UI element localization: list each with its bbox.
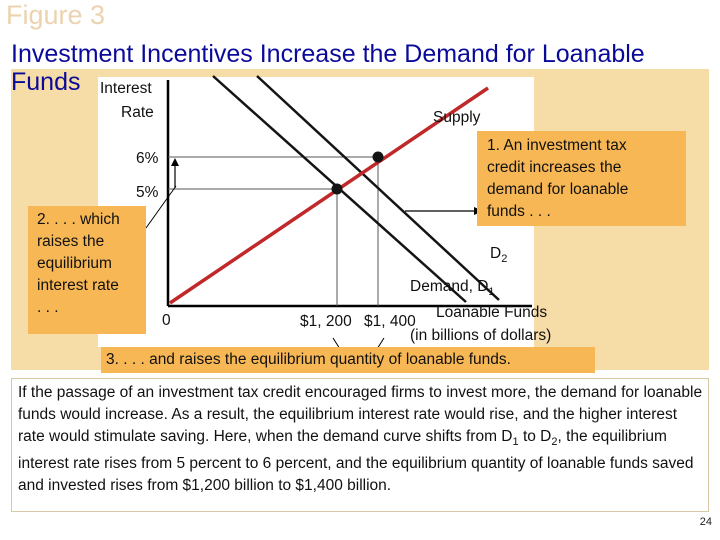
- callout2-line: interest rate: [37, 277, 119, 294]
- x-tick-1400: $1, 400: [364, 313, 416, 330]
- supply-curve-label: Supply: [433, 109, 481, 126]
- x-axis-label-line-2: (in billions of dollars): [410, 327, 552, 344]
- callout1-line: funds . . .: [487, 203, 551, 220]
- caption-text-3: , the equilibrium interest rate rises from 5 percent to 6 percent, and the equilibrium quantity of loanable funds saved and invested rises from $1,200 billion to $1,400 billion.: [18, 428, 694, 495]
- figure-label: Figure 3: [6, 0, 106, 30]
- y-tick-6pct: 6%: [136, 150, 159, 167]
- x-axis-label-line-1: Loanable Funds: [436, 304, 548, 321]
- caption-paragraph: [11, 378, 709, 512]
- d2-label-subscript: 2: [501, 253, 508, 266]
- origin-label: 0: [162, 312, 171, 329]
- callout1-line: demand for loanable: [487, 181, 629, 198]
- callout-raises-quantity: 3. . . . and raises the equilibrium quantity of loanable funds.: [101, 347, 595, 373]
- rate-arrow-head: [171, 158, 179, 166]
- callout1-line: credit increases the: [487, 159, 622, 176]
- callout-investment-tax-credit: [477, 131, 686, 226]
- caption-text-1: If the passage of an investment tax credit encouraged firms to invest more, the demand for loanable funds would increase. As a result, the equilibrium interest rate would rise, and the higher interest rate would stimulate saving. Here, when the demand curve shifts from D: [18, 384, 703, 445]
- heading-line-2: Funds: [11, 68, 81, 96]
- y-axis-label-line-2: Rate: [121, 104, 154, 121]
- callout-raises-interest-rate: [28, 206, 146, 334]
- d1-curve-label: [410, 278, 495, 298]
- y-tick-5pct: 5%: [136, 184, 159, 201]
- equilibrium-point-new: [373, 152, 384, 163]
- caption-text-2: to D: [518, 428, 552, 445]
- page-number: 24: [699, 516, 712, 528]
- caption-subscript-1: 1: [512, 436, 519, 449]
- d1-label-text: Demand, D: [410, 278, 489, 295]
- callout2-line: 2. . . . which: [37, 211, 120, 228]
- d2-curve-label: [490, 245, 507, 265]
- x-tick-1200: $1, 200: [300, 313, 352, 330]
- y-axis-label-line-1: Interest: [100, 80, 152, 97]
- callout2-line: equilibrium: [37, 255, 112, 272]
- callout1-line: 1. An investment tax: [487, 137, 627, 154]
- heading-line-1: Investment Incentives Increase the Demand for Loanable: [11, 40, 645, 68]
- callout2-line: raises the: [37, 233, 105, 250]
- equilibrium-point-initial: [332, 184, 343, 195]
- d1-label-subscript: 1: [488, 286, 495, 299]
- d2-label-text: D: [490, 245, 502, 262]
- caption-subscript-2: 2: [551, 436, 558, 449]
- callout2-line: . . .: [37, 299, 59, 316]
